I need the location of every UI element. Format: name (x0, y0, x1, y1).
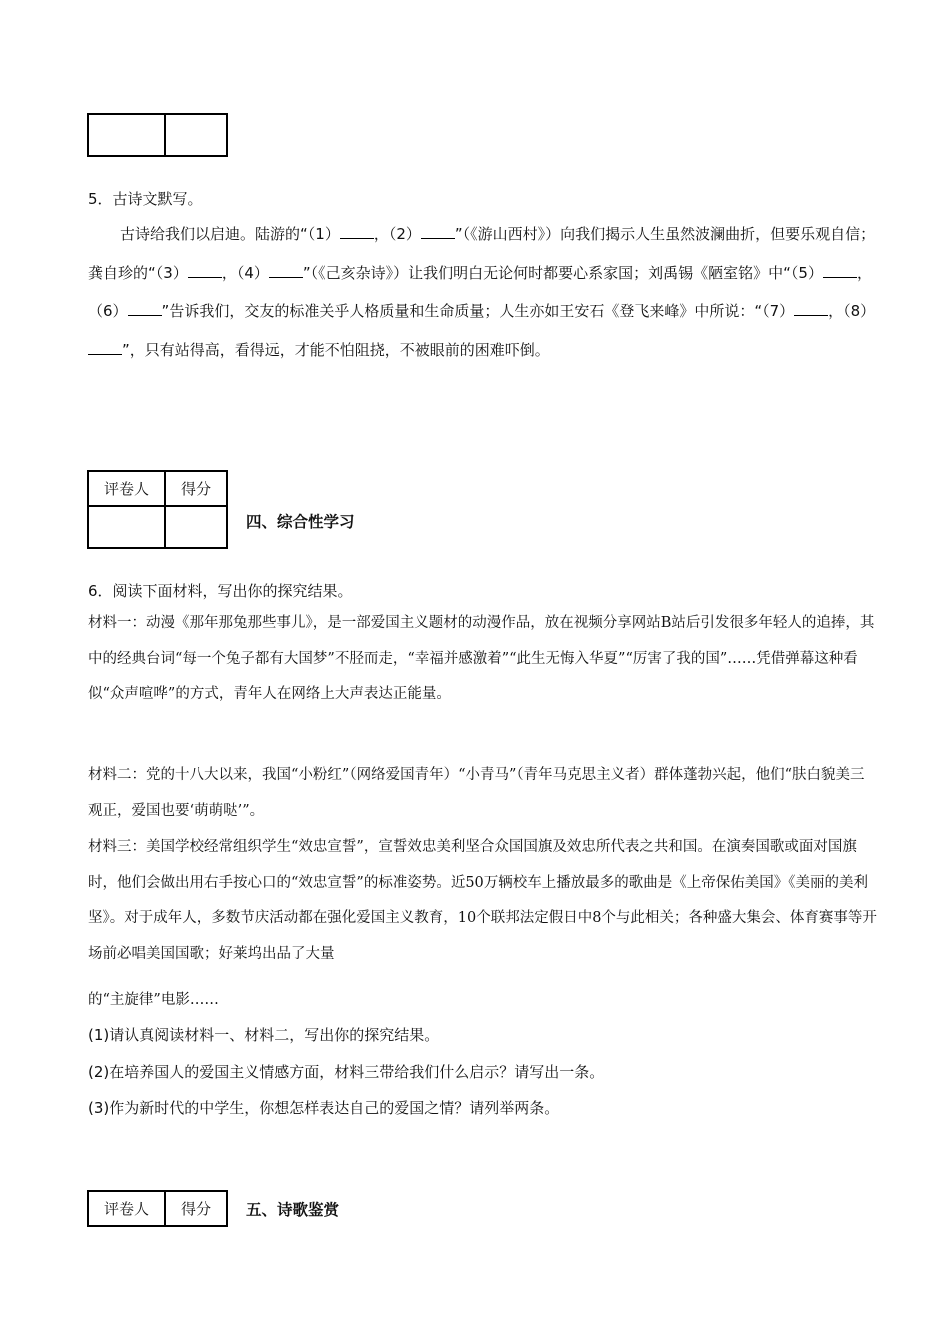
top-score-table (87, 113, 228, 157)
reviewer-header: 评卷人 (88, 471, 165, 506)
text: ”（《游山西村》）向我们揭示人生虽然波澜曲折，但要乐观自信；龚自珍的“（3） (88, 225, 876, 282)
blank-3[interactable] (188, 263, 222, 278)
question-6-title: 6．阅读下面材料，写出你的探究结果。 (88, 582, 353, 600)
blank-7[interactable] (794, 301, 828, 316)
sub-question-1: (1)请认真阅读材料一、材料二，写出你的探究结果。 (88, 1026, 440, 1044)
reviewer-cell (88, 506, 165, 548)
text: ”告诉我们，交友的标准关乎人格质量和生命质量；人生亦如王安石《登飞来峰》中所说：“（7） (161, 302, 795, 320)
blank-4[interactable] (269, 263, 303, 278)
blank-8[interactable] (88, 340, 122, 355)
score-cell (165, 506, 227, 548)
material-1 (88, 606, 878, 713)
question-5-body (88, 215, 878, 369)
text: ，（6） (88, 263, 872, 320)
score-header: 得分 (165, 1191, 227, 1226)
blank-2[interactable] (421, 224, 455, 239)
section-4-title: 四、综合性学习 (246, 513, 355, 531)
section-5-title: 五、诗歌鉴赏 (246, 1201, 340, 1219)
text: 材料一：动漫《那年那兔那些事儿》，是一部爱国主义题材的动漫作品，放在视频分享网站B站后引发很多年轻人的追捧，其中的经典台词“每一个兔子都有大国梦”不胫而走，“幸福并感激着”“此生无悔入华夏”“厉害了我的国”……凭借弹幕这种看似“众声喧哗”的方式，青年人在网络上大声表达正能量。 (88, 615, 875, 702)
reviewer-header: 评卷人 (88, 1191, 165, 1226)
blank-6[interactable] (128, 301, 162, 316)
material-3-end: 的“主旋律”电影…… (88, 992, 219, 1008)
text: 古诗给我们以启迪。陆游的“（1） (120, 225, 340, 243)
text: ”（《己亥杂诗》）让我们明白无论何时都要心系家国；刘禹锡《陋室铭》中“（5） (302, 263, 823, 282)
question-5-title: 5．古诗文默写。 (88, 190, 203, 208)
text: ”，只有站得高，看得远，才能不怕阻挠，不被眼前的困难吓倒。 (122, 340, 550, 359)
text: 材料二：党的十八大以来，我国“小粉红”（网络爱国青年）“小青马”（青年马克思主义者）群体蓬勃兴起，他们“肤白貌美三观正，爱国也要‘萌萌哒’”。 (88, 767, 865, 819)
score-cell (88, 114, 165, 156)
score-cell (165, 114, 227, 156)
sub-question-2: (2)在培养国人的爱国主义情感方面，材料三带给我们什么启示？请写出一条。 (88, 1063, 605, 1081)
section-5-score-table (87, 1190, 228, 1227)
blank-1[interactable] (340, 224, 374, 239)
blank-5[interactable] (823, 263, 857, 278)
sub-question-3: (3)作为新时代的中学生，你想怎样表达自己的爱国之情？请列举两条。 (88, 1099, 560, 1117)
material-2 (88, 758, 878, 829)
text: ，（8） (828, 302, 876, 320)
text: ，（4） (221, 263, 269, 282)
score-header: 得分 (165, 471, 227, 506)
text: 材料三：美国学校经常组织学生“效忠宣誓”，宣誓效忠美利坚合众国国旗及效忠所代表之共和国。在演奏国歌或面对国旗时，他们会做出用右手按心口的“效忠宣誓”的标准姿势。近50万辆校车上播放最多的歌曲是《上帝保佑美国》《美丽的美利坚》。对于成年人，多数节庆活动都在强化爱国主义教育，10个联邦法定假日中8个与此相关；各种盛大集会、体育赛事等开场前必唱美国国歌；好莱坞出品了大量 (88, 839, 877, 962)
material-3 (88, 830, 878, 972)
text: ，（2） (373, 225, 421, 243)
section-4-score-table (87, 470, 228, 549)
